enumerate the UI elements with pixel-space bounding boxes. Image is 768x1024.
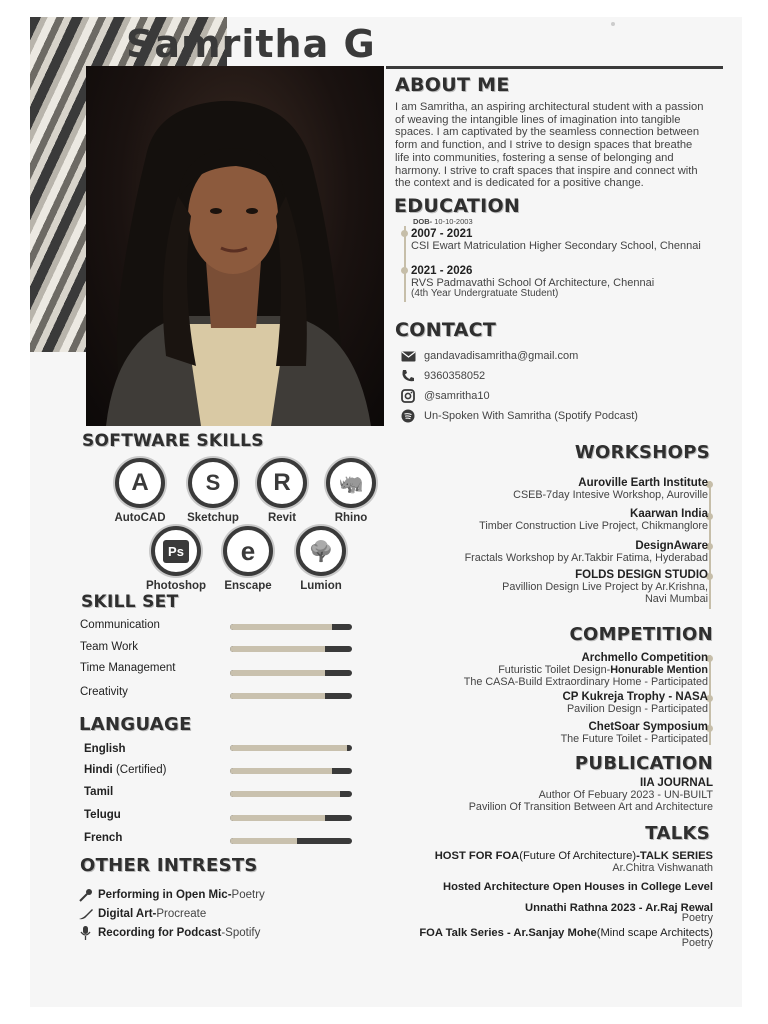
portrait-illustration (86, 66, 384, 426)
language-bar-fill (230, 791, 340, 797)
workshop-title: FOLDS DESIGN STUDIO (575, 569, 708, 581)
software-lumion (290, 526, 352, 592)
competition-title: Archmello Competition (581, 652, 708, 664)
contact-phone[interactable] (400, 369, 485, 383)
language-bar-fill (230, 745, 347, 751)
language-extra: (Certified) (112, 764, 167, 776)
instagram-icon (400, 389, 416, 403)
interest-normal: Poetry (231, 889, 265, 901)
software-label: Revit (267, 512, 297, 524)
skill-bar-fill (230, 693, 325, 699)
interest-normal: Procreate (156, 908, 207, 920)
education-school: CSI Ewart Matriculation Higher Secondary School, Chennai (411, 240, 701, 252)
talk-sub: Poetry (681, 937, 713, 949)
language-bar (230, 838, 352, 844)
workshop-item (502, 569, 708, 605)
software-label: Photoshop (145, 580, 207, 592)
about-line: the context and is dedicated for a positive change. (395, 177, 644, 190)
enscape-icon (223, 526, 273, 576)
software-revit (251, 458, 313, 524)
brush-icon (78, 907, 94, 921)
language-label: Tamil (84, 786, 114, 798)
talk-bold: -TALK SERIES (636, 850, 713, 862)
education-years: 2007 - 2021 (411, 228, 473, 240)
interest-bold: Recording for Podcast (98, 927, 222, 939)
contact-text: Un-Spoken With Samritha (Spotify Podcast) (424, 410, 638, 422)
software-heading: SOFTWARE SKILLS (82, 431, 264, 451)
skill-bar-fill (230, 624, 332, 630)
talk-normal: (Mind scape Architects) (596, 927, 713, 939)
skill-bar (230, 670, 352, 676)
about-line: harmony. I strive to craft spaces that inspire and connect with (395, 164, 698, 177)
skill-label: Time Management (80, 662, 176, 674)
about-line: of weaving the intangible lines of imagination into tangible (395, 113, 681, 126)
about-line: life into communities, fostering a sense of belonging and (395, 151, 674, 164)
title-underline (386, 66, 723, 69)
education-school: RVS Padmavathi School Of Architecture, Chennai (411, 277, 655, 289)
interest-bold: Performing in Open Mic- (98, 889, 232, 901)
autocad-glyph: A (131, 469, 149, 496)
publication-line: Author Of Febuary 2023 - UN-BUILT (538, 789, 713, 801)
talk-title (435, 850, 713, 862)
workshop-sub: Timber Construction Live Project, Chikmanglore (479, 520, 708, 532)
microphone-icon (78, 888, 94, 902)
interest-item (78, 907, 206, 921)
software-photoshop (145, 526, 207, 592)
software-label: Enscape (224, 580, 272, 592)
interest-bold: Digital Art- (98, 908, 157, 920)
software-label: Rhino (334, 512, 368, 524)
education-item (411, 228, 701, 252)
talk-item (525, 902, 713, 923)
language-heading: LANGUAGE (79, 714, 192, 735)
podcast-mic-icon (78, 926, 94, 940)
workshops-heading: WORKSHOPS (574, 442, 710, 463)
photoshop-icon (151, 526, 201, 576)
language-label: French (84, 832, 123, 844)
contact-text: gandavadisamritha@gmail.com (424, 350, 579, 362)
talk-item (419, 927, 713, 948)
skillset-heading: SKILL SET (81, 592, 179, 612)
competition-line-normal: Futuristic Toilet Design- (498, 664, 611, 676)
workshop-item (513, 477, 708, 501)
contact-email[interactable] (400, 349, 578, 363)
skill-bar (230, 646, 352, 652)
talks-heading: TALKS (645, 823, 710, 844)
language-bar (230, 791, 352, 797)
language-label: Telugu (84, 809, 121, 821)
talk-item (443, 881, 713, 893)
phone-icon (400, 369, 416, 383)
contact-text: 9360358052 (424, 370, 486, 382)
interests-heading: OTHER INTRESTS (80, 855, 258, 876)
contact-instagram[interactable] (400, 389, 490, 403)
talk-sub: Ar.Chitra Vishwanath (612, 862, 713, 874)
education-heading: EDUCATION (394, 195, 521, 217)
dob-value: 10-10-2003 (432, 217, 473, 226)
timeline-dot (401, 267, 408, 274)
revit-glyph: R (273, 469, 291, 496)
talk-bold: FOA Talk Series - Ar.Sanjay Mohe (419, 927, 597, 939)
publication-heading: PUBLICATION (574, 753, 713, 774)
workshop-sub: Pavillion Design Live Project by Ar.Krishna, (502, 581, 708, 593)
talk-bold: Hosted Architecture Open Houses in College Level (442, 881, 713, 893)
skill-bar-fill (230, 646, 325, 652)
skill-label: Communication (80, 619, 160, 631)
education-item (411, 265, 654, 299)
interest-item (78, 888, 265, 902)
workshop-item (465, 540, 708, 564)
software-enscape (217, 526, 279, 592)
revit-icon (257, 458, 307, 508)
workshop-title: Auroville Earth Institute (578, 477, 708, 489)
competition-item (561, 721, 708, 745)
autocad-icon (115, 458, 165, 508)
skill-bar (230, 624, 352, 630)
timeline-dot (401, 230, 408, 237)
about-heading: ABOUT ME (395, 74, 510, 96)
workshop-sub2: Navi Mumbai (645, 593, 708, 605)
about-line: spaces. I am captivated by the seamless connection between (395, 126, 700, 139)
rhino-glyph: 🦏 (338, 472, 364, 495)
education-years: 2021 - 2026 (411, 265, 473, 277)
contact-text: @samritha10 (424, 390, 490, 402)
competition-item (563, 691, 709, 715)
software-sketchup (182, 458, 244, 524)
competition-heading: COMPETITION (569, 624, 713, 645)
lumion-icon (296, 526, 346, 576)
workshop-sub: CSEB-7day Intesive Workshop, Auroville (513, 489, 708, 501)
competition-line: The Future Toilet - Participated (560, 733, 708, 745)
language-bar-fill (230, 768, 332, 774)
dob-label: DOB- (413, 217, 433, 226)
software-label: Sketchup (187, 512, 239, 524)
competition-line: The CASA-Build Extraordinary Home - Participated (463, 676, 708, 688)
talk-title (419, 927, 713, 939)
language-bar (230, 815, 352, 821)
competition-line (464, 664, 708, 676)
profile-photo (86, 66, 384, 426)
contact-spotify[interactable] (400, 409, 638, 423)
competition-line-bold: Honurable Mention (610, 664, 708, 676)
skill-label: Team Work (80, 641, 138, 653)
interest-item (78, 926, 260, 940)
language-name: Hindi (84, 764, 113, 776)
skill-bar (230, 693, 352, 699)
language-bar (230, 745, 352, 751)
about-line: I am Samritha, an aspiring architectural student with a passion (395, 101, 704, 113)
publication-item (469, 777, 713, 813)
workshop-title: Kaarwan India (630, 508, 708, 520)
software-rhino (320, 458, 382, 524)
language-bar (230, 768, 352, 774)
skill-label: Creativity (80, 686, 128, 698)
competition-title: CP Kukreja Trophy - NASA (562, 691, 708, 703)
language-bar-fill (230, 815, 325, 821)
talk-normal: (Future Of Architecture) (519, 850, 637, 862)
talk-bold: HOST FOR FOA (434, 850, 520, 862)
software-autocad (109, 458, 171, 524)
spotify-icon (400, 409, 416, 423)
talk-title (443, 881, 713, 893)
decor-dot (611, 22, 615, 26)
competition-item (464, 652, 708, 688)
talk-item (435, 850, 713, 874)
publication-line: Pavilion Of Transition Between Art and Architecture (468, 801, 713, 813)
interest-normal: -Spotify (221, 927, 261, 939)
language-label: English (84, 743, 126, 755)
dob (413, 217, 473, 226)
rhino-icon (326, 458, 376, 508)
sketchup-glyph: S (205, 470, 221, 495)
resume-name: Samritha G (126, 22, 376, 66)
sketchup-icon (188, 458, 238, 508)
lumion-glyph: 🌳 (308, 540, 334, 563)
enscape-glyph: e (240, 535, 256, 566)
photoshop-glyph: Ps (163, 540, 189, 563)
workshop-item (479, 508, 708, 532)
education-note: (4th Year Undergratuate Student) (411, 288, 559, 299)
talk-bold: Unnathi Rathna 2023 - Ar.Raj Rewal (525, 902, 713, 914)
workshop-title: DesignAware (635, 540, 708, 552)
about-line: form and function, and I strive to design spaces that breathe (395, 139, 693, 152)
competition-line: Pavilion Design - Participated (566, 703, 708, 715)
talk-sub: Poetry (681, 912, 713, 924)
language-label (84, 764, 166, 776)
about-text (395, 101, 740, 190)
language-bar-fill (230, 838, 297, 844)
competition-title: ChetSoar Symposium (588, 721, 708, 733)
mail-icon (400, 349, 416, 363)
publication-title: IIA JOURNAL (639, 777, 713, 789)
contact-heading: CONTACT (395, 319, 497, 341)
workshop-sub: Fractals Workshop by Ar.Takbir Fatima, Hyderabad (464, 552, 708, 564)
skill-bar-fill (230, 670, 325, 676)
software-label: AutoCAD (114, 512, 166, 524)
software-label: Lumion (300, 580, 342, 592)
education-timeline (404, 226, 406, 302)
